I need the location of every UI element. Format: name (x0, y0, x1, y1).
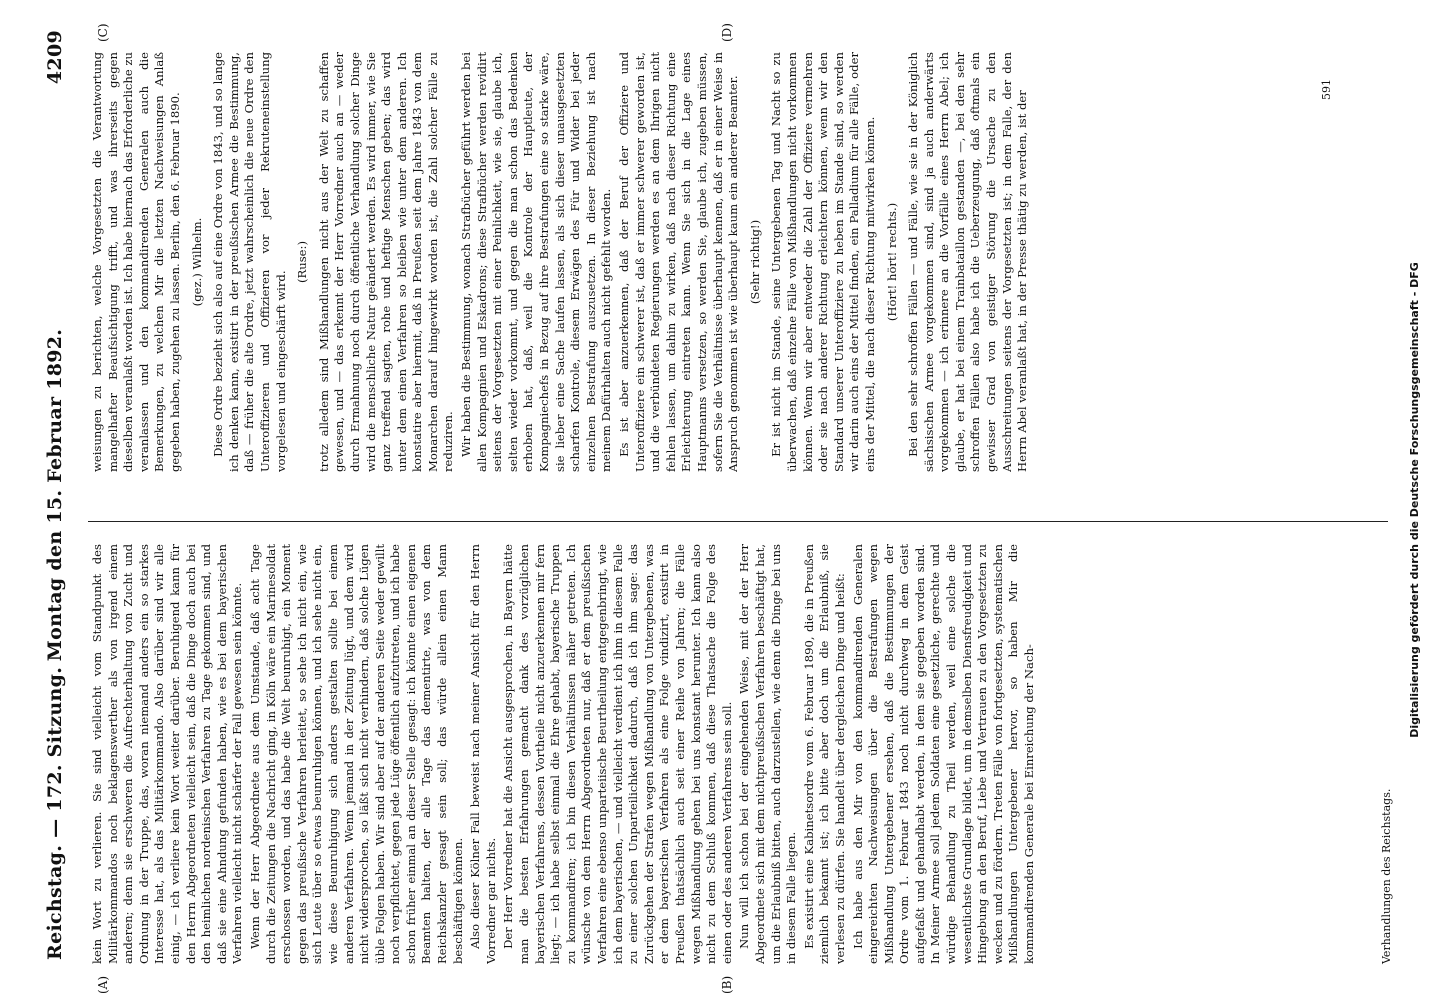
imprint-footer: Verhandlungen des Reichstags. (1380, 788, 1393, 964)
header-left: Reichstag. — 172. Sitzung. (44, 666, 66, 960)
margin-marker-a: (A) (96, 975, 110, 994)
page-signature: 591 (1320, 79, 1333, 100)
paragraph: Also dieser Kölner Fall beweist nach meiner Ansicht für den Herrn Vorredner gar nichts. (468, 544, 498, 964)
paragraph: Nun will ich schon bei der eingehenden Weise, mit der der Herr Abgeordnete sich mit dem nichtpreußischen Verfahren beschäftigt hat, um die Erlaubniß bitten, auch darzustellen, wie denn die Dinge bei uns in diesem Falle liegen. (737, 544, 799, 964)
column-divider (88, 521, 1388, 522)
margin-marker-d: (D) (720, 23, 734, 42)
header-date: Montag den 15. Februar 1892. (44, 328, 66, 662)
page-number: 4209 (44, 30, 66, 85)
column-right (90, 52, 1370, 472)
paragraph: trotz alledem sind Mißhandlungen nicht aus der Welt zu schaffen gewesen, und — das erkennt der Herr Vorredner auch an — weder durch Ermahnung noch durch öffentliche Verhandlung solcher Dinge wird die menschliche Natur geändert werden. Es wird immer, wie Sie ganz treffend sagten, rohe und heftige Menschen geben; das wird unter dem einen Verfahren so bleiben wie unter dem anderen. Ich konstatire aber hiermit, daß in Preußen seit dem Jahre 1843 von dem Monarchen darauf hingewirkt worden ist, die Zahl solcher Fälle zu reduziren. (316, 52, 456, 472)
interjection: (Sehr richtig!) (747, 219, 762, 305)
signature-line: (gez.) Wilhelm. (189, 217, 204, 307)
paragraph: Wir haben die Bestimmung, wonach Strafbücher geführt werden bei allen Kompagnien und Eskadrons; diese Strafbücher werden revidirt seitens der Vorgesetzten mit einer Peinlichkeit, wie sie, glaube ich, selten wieder vorkommt, und gegen die man schon das Bedenken erhoben hat, daß, weil die Kontrole der Hauptleute, der Kompagniechefs in Bezug auf ihre Bestrafungen eine so starke wäre, sie lieber eine Sache laufen lassen, als sich dieser unausgesetzten scharfen Kontrole, diesem Erwägen des Für und Wider bei jeder einzelnen Bestrafung auszusetzen. In dieser Beziehung ist nach meinem Dafürhalten auch nicht gefehlt worden. (459, 52, 614, 472)
paragraph: Es ist aber anzuerkennen, daß der Beruf der Offiziere und Unteroffiziere ein schwerer ist, daß er immer schwerer geworden ist, und die verbündeten Regierungen werden es an dem Ihrigen nicht fehlen lassen, um dahin zu wirken, daß nach dieser Richtung eine Erleichterung eintreten kann. Wenn Sie sich in die Lage eines Hauptmanns versetzen, so werden Sie, glaube ich, zugeben müssen, sofern Sie die Verhältnisse überhaupt kennen, daß er in einer Weise in Anspruch genommen ist wie überhaupt kaum ein anderer Beamter. (617, 52, 741, 472)
paragraph: Bei den sehr schroffen Fällen — und Fälle, wie sie in der Königlich sächsischen Armee vorgekommen sind, sind ja auch anderwärts vorgekommen — ich erinnere an die Vorfälle eines Herrn Abel; ich glaube, er hat bei einem Trainbataillon gestanden —, bei den sehr schroffen Fällen also habe ich die Ueberzeugung, daß oftmals ein gewisser Grad von geistiger Störung die Ursache zu den Ausschreitungen seitens der Vorgesetzten ist; in dem Falle, der den Herrn Abel veranlaßt hat, in der Presse thätig zu werden, ist der (906, 52, 1030, 472)
interjection: (Ruse:) (295, 241, 310, 283)
interjection: (Hört! hört! rechts.) (884, 202, 899, 322)
paragraph: Der Herr Vorredner hat die Ansicht ausgesprochen, in Bayern hätte man die besten Erfahrungen gemacht dank des vorzüglichen bayerischen Verfahrens, dessen Vortheile nicht anzuerkennen mir fern liegt; — ich habe selbst einmal die Ehre gehabt, bayerische Truppen zu kommandiren; ich bin diesen Verhältnissen näher getreten. Ich wünsche von dem Herrn Abgeordneten nur, daß er dem preußischen Verfahren eine ebenso unparteiische Beurtheilung entgegenbringt, wie ich dem bayerischen, — und vielleicht verdient ich ihm in diesem Falle zu einer solchen Unparteilichkeit dadurch, daß ich ihm sage: das Zurückgehen der Strafen wegen Mißhandlung von Untergebenen, was er dem bayerischen Verfahren als eine Folge vindizirt, existirt in Preußen thatsächlich auch seit einer Reihe von Jahren; die Fälle wegen Mißhandlung gehen bei uns konstant herunter. Ich kann also nicht zu dem Schluß kommen, daß diese Thatsache die Folge des einen oder des anderen Verfahrens sein soll. (501, 544, 734, 964)
margin-marker-c: (C) (96, 23, 110, 42)
paragraph: weisungen zu berichten, welche Vorgesetzten die Verantwortung mangelhafter Beaufsichtigung trifft, und was ihrerseits gegen dieselben veranlaßt worden ist. Ich habe hiernach das Erforderliche zu veranlassen und den kommandirenden Generalen auch die Bemerkungen, zu welchen Mir die letzten Nachweisungen Anlaß gegeben haben, zugehen zu lassen. Berlin, den 6. Februar 1890. (90, 52, 182, 472)
margin-marker-b: (B) (720, 975, 734, 994)
paragraph: Diese Ordre bezieht sich also auf eine Ordre von 1843, und so lange ich denken kann, existirt in der preußischen Armee die Bestimmung, daß — früher die alte Ordre, jetzt wahrscheinlich die neue Ordre den Unteroffizieren und Offizieren vor jeder Rekruteneinstellung vorgelesen und eingeschärft wird. (211, 52, 288, 472)
paragraph: Wenn der Herr Abgeordnete aus dem Umstande, daß acht Tage durch die Zeitungen die Nachricht ging, in Köln wäre ein Marinesoldat erschossen worden, und das habe die Welt beunruhigt, ein Moment gegen das preußische Verfahren herleitet, so sehe ich nicht ein, wie sich Leute über so etwas beunruhigen können, und ich sehe nicht ein, wie diese Beunruhigung sich anders gestalten sollte bei einem anderen Verfahren. Wenn jemand in der Zeitung lügt, und dem wird nicht widersprochen, so läßt sich nicht verhindern, daß solche Lügen üble Folgen haben. Wir sind aber auf der anderen Seite weder gewillt noch verpflichtet, gegen jede Lüge öffentlich aufzutreten, und ich habe schon früher einmal an dieser Stelle gesagt: ich könnte einen eigenen Beamten halten, der alle Tage das dementirte, was von dem Reichskanzler gesagt sein soll; das würde allein einen Mann beschäftigen können. (247, 544, 465, 964)
paragraph: Er ist nicht im Stande, seine Untergebenen Tag und Nacht so zu überwachen, daß einzelne Fälle von Mißhandlungen nicht vorkommen können. Wenn wir aber entweder die Zahl der Offiziere vermehren oder sie nach anderer Richtung erleichtern können, wenn wir den Standard unserer Unteroffiziere zu heben im Stande sind, so werden wir darin auch eins der Mittel finden, ein Palladium für alle Fälle, oder eins der Mittel, die nach dieser Richtung mitwirken können. (769, 52, 877, 472)
paragraph: Ich habe aus den Mir von den kommandirenden Generalen eingereichten Nachweisungen über die Bestrafungen wegen Mißhandlung Untergebener ersehen, daß die Bestimmungen der Ordre vom 1. Februar 1843 noch nicht durchweg in dem Geist aufgefaßt und gehandhabt werden, in dem sie gegeben worden sind. In Meiner Armee soll jedem Soldaten eine gesetzliche, gerechte und würdige Behandlung zu Theil werden, weil eine solche die wesentlichste Grundlage bildet, um in demselben Diensfreudigkeit und Hingebung an den Beruf, Liebe und Vertrauen zu den Vorgesetzten zu wecken und zu fördern. Treten Fälle von fortgesetzten, systematischen Mißhandlungen Untergebener hervor, so haben Mir die kommandirenden Generale bei Einreichung der Nach- (850, 544, 1037, 964)
column-left (90, 544, 1340, 964)
page-header (36, 30, 76, 960)
paragraph: kein Wort zu verlieren. Sie sind vielleicht vom Standpunkt des Militärkommandos noch beklagenswerther als von irgend einem anderen; denn sie erschweren die Aufrechterhaltung von Zucht und Ordnung in der Truppe, das, woran niemand anders ein so starkes Interesse hat, als das Militärkommando. Also darüber sind wir alle einig, — ich verliere kein Wort weiter darüber. Beruhigend kann für den Herrn Abgeordneten vielleicht sein, daß die Dinge doch auch bei den heimlichen nordenischen Verfahren zu Tage gekommen sind, und daß sie eine Ahndung gefunden haben, wie es bei dem bayerischen Verfahren vielleicht nicht schärfer der Fall gewesen sein könnte. (90, 544, 245, 964)
dfg-notice: Digitalisierung gefördert durch die Deutsche Forschungsgemeinschaft - DFG (1408, 262, 1421, 738)
paragraph: Es existirt eine Kabinetsordre vom 6. Februar 1890, die in Preußen ziemlich bekannt ist; ich bitte aber doch um die Erlaubniß, sie verlesen zu dürfen. Sie handelt über dergleichen Dinge und heißt: (801, 544, 847, 964)
